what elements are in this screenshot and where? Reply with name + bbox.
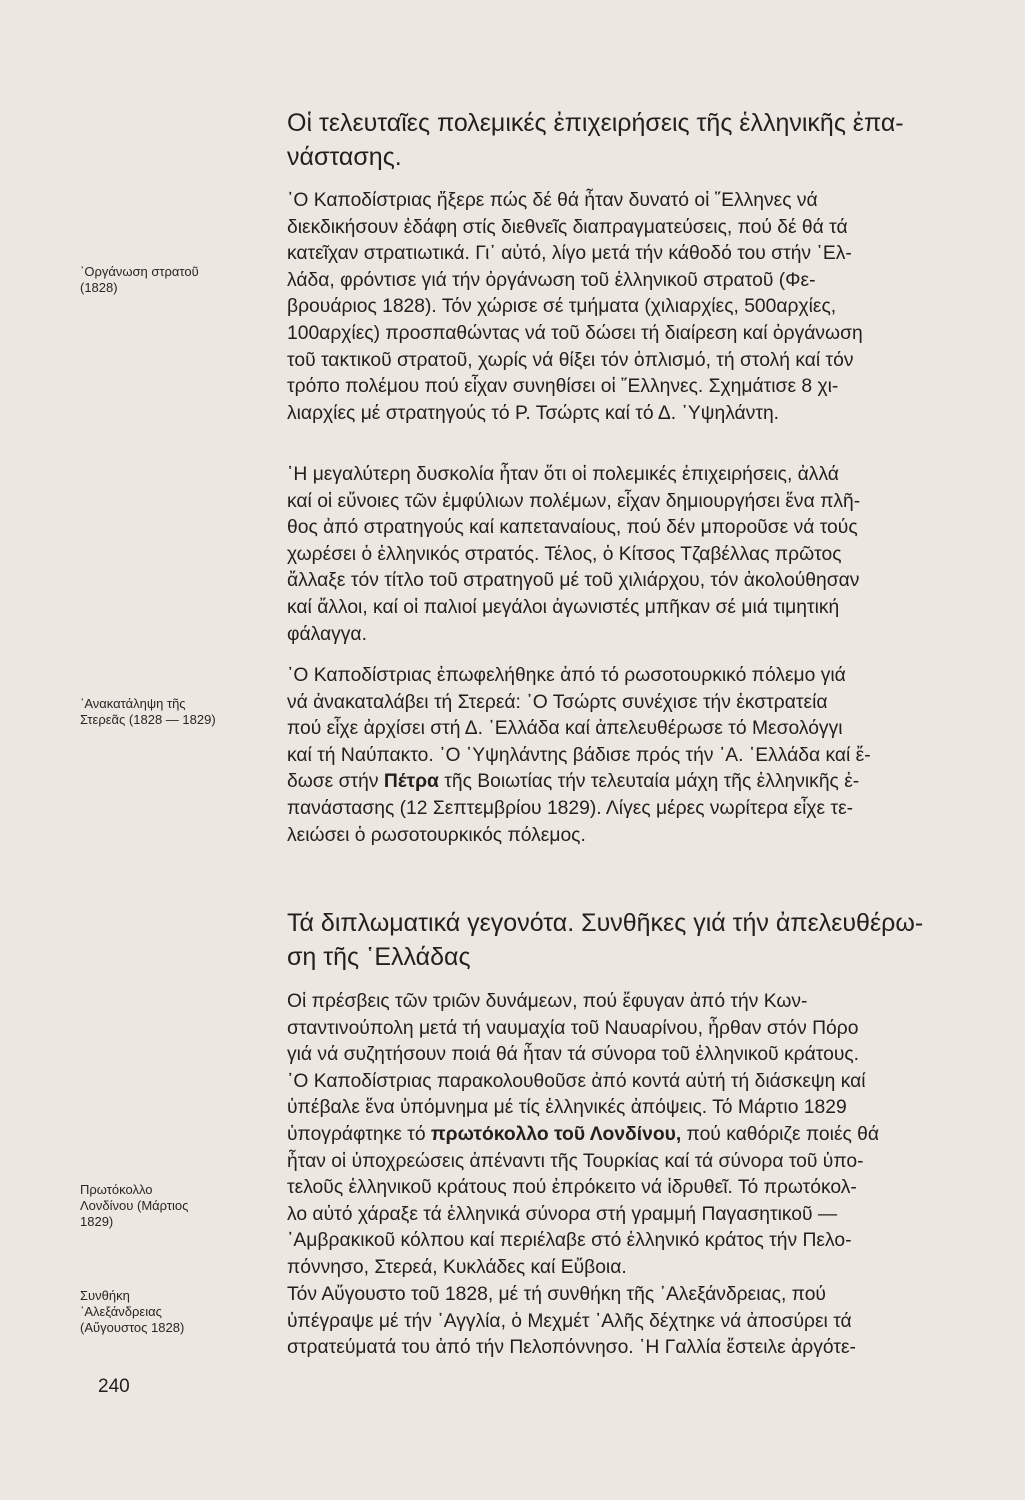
text-line: ᾿Ο Καποδίστριας παρακολουθοῦσε ἀπό κοντά αὐτή τή διάσκεψη καί [287, 1070, 866, 1092]
text-line: λο αὐτό χάραξε τά ἑλληνικά σύνορα στή γραμμή Παγασητικοῦ — [287, 1203, 838, 1225]
margin-note-line: Συνθήκη [80, 1288, 130, 1303]
paragraph [287, 989, 1025, 1282]
text-line: Τόν Αὔγουστο τοῦ 1828, μέ τή συνθήκη τῆς ᾿Αλεξάνδρειας, πού [287, 1284, 826, 1305]
text-line: στρατεύματά του ἀπό τήν Πελοπόννησο. ῾Η Γαλλία ἔστειλε ἀργότε- [287, 1337, 856, 1359]
text-line: ᾿Αμβρακικοῦ κόλπου καί περιέλαβε στό ἑλληνικό κράτος τήν Πελο- [287, 1230, 852, 1252]
margin-note-line: ᾿Αλεξάνδρειας [80, 1304, 162, 1319]
heading-line: Οἱ τελευταῖες πολεμικές ἐπιχειρήσεις τῆς ἑλληνικῆς ἐπα- [287, 109, 904, 137]
paragraph [287, 188, 1025, 427]
heading-line: νάστασης. [287, 143, 402, 171]
text-line: πανάστασης (12 Σεπτεμβρίου 1829). Λίγες μέρες νωρίτερα εἶχε τε- [287, 797, 854, 819]
text-line: τελοῦς ἑλληνικοῦ κράτους πού ἐπρόκειτο νά ἱδρυθεῖ. Τό πρωτόκολ- [287, 1177, 857, 1199]
text-line: ᾿Ο Καποδίστριας ἤξερε πώς δέ θά ἦταν δυνατό οἱ ῞Ελληνες νά [287, 190, 818, 211]
text-line: ἄλλαξε τόν τίτλο τοῦ στρατηγοῦ μέ τοῦ χιλιάρχου, τόν ἀκολούθησαν [287, 570, 860, 592]
text-line: καί τή Ναύπακτο. ᾿Ο ῾Υψηλάντης βάδισε πρός τήν ᾿Α. ῾Ελλάδα καί ἔ- [287, 744, 871, 766]
margin-note-line: (1828) [80, 280, 118, 295]
text-line: καί ἄλλοι, καί οἱ παλιοί μεγάλοι ἀγωνιστές μπῆκαν σέ μιά τιμητική [287, 596, 840, 618]
text-line: Οἱ πρέσβεις τῶν τριῶν δυνάμεων, πού ἔφυγαν ἀπό τήν Κων- [287, 991, 808, 1012]
margin-note-line: Λονδίνου (Μάρτιος [80, 1198, 189, 1213]
text-line: βρουάριος 1828). Τόν χώρισε σέ τμήματα (χιλιαρχίες, 500αρχίες, [287, 296, 837, 318]
paragraph [287, 462, 1025, 648]
text-line: χωρέσει ὁ ἑλληνικός στρατός. Τέλος, ὁ Κίτσος Τζαβέλλας πρῶτος [287, 543, 842, 565]
text-line: ὑπογράφτηκε τό πρωτόκολλο τοῦ Λονδίνου, πού καθόριζε ποιές θά [287, 1123, 880, 1145]
text-line: ὑπέβαλε ἕνα ὑπόμνημα μέ τίς ἑλληνικές ἀπόψεις. Τό Μάρτιο 1829 [287, 1097, 847, 1119]
text-line: τρόπο πολέμου πού εἶχαν συνηθίσει οἱ ῞Ελληνες. Σχημάτισε 8 χι- [287, 376, 839, 398]
margin-note-alexandria-treaty [80, 1288, 184, 1336]
text-line: γιά νά συζητήσουν ποιά θά ἦταν τά σύνορα τοῦ ἑλληνικοῦ κράτους. [287, 1044, 860, 1066]
text-line: λάδα, φρόντισε γιά τήν ὀργάνωση τοῦ ἑλληνικοῦ στρατοῦ (Φε- [287, 269, 816, 291]
text-line: 100αρχίες) προσπαθώντας νά τοῦ δώσει τή διαίρεση καί ὀργάνωση [287, 322, 863, 344]
margin-note-line: ᾿Οργάνωση στρατοῦ [80, 264, 199, 279]
text-line: τοῦ τακτικοῦ στρατοῦ, χωρίς νά θίξει τόν ὁπλισμό, τή στολή καί τόν [287, 349, 854, 371]
text-line: καί οἱ εὔνοιες τῶν ἐμφύλιων πολέμων, εἶχαν δημιουργήσει ἕνα πλῆ- [287, 490, 861, 512]
text-line: φάλαγγα. [287, 623, 367, 645]
margin-note-sterea-recapture [80, 696, 216, 728]
text-line: δωσε στήν Πέτρα τῆς Βοιωτίας τήν τελευταία μάχη τῆς ἑλληνικῆς ἐ- [287, 771, 860, 793]
margin-note-army-organization [80, 264, 199, 296]
text-line: νά ἀνακαταλάβει τή Στερεά: ᾿Ο Τσώρτς συνέχισε τήν ἐκστρατεία [287, 691, 828, 713]
margin-note-line: (Αὔγουστος 1828) [80, 1320, 185, 1335]
text-line: λειώσει ὁ ρωσοτουρκικός πόλεμος. [287, 824, 586, 846]
page-number: 240 [98, 1376, 130, 1397]
margin-note-line: Στερεᾶς (1828 — 1829) [80, 712, 216, 727]
text-line: κατεῖχαν στρατιωτικά. Γι᾿ αὐτό, λίγο μετά τήν κάθοδό του στήν ῾Ελ- [287, 243, 852, 265]
margin-note-line: ᾿Ανακατάληψη τῆς [80, 696, 186, 711]
text-line: σταντινούπολη μετά τή ναυμαχία τοῦ Ναυαρίνου, ἦρθαν στόν Πόρο [287, 1017, 859, 1039]
text-line: πόννησο, Στερεά, Κυκλάδες καί Εὔβοια. [287, 1256, 627, 1278]
text-line: πού εἶχε ἀρχίσει στή Δ. ῾Ελλάδα καί ἀπελευθέρωσε τό Μεσολόγγι [287, 718, 843, 740]
section-heading [287, 106, 1007, 174]
margin-note-london-protocol [80, 1182, 188, 1230]
text-line: ὑπέγραψε μέ τήν ᾿Αγγλία, ὁ Μεχμέτ ᾿Αλῆς δέχτηκε νά ἀποσύρει τά [287, 1310, 852, 1332]
margin-note-line: 1829) [80, 1214, 114, 1229]
margin-note-line: Πρωτόκολλο [80, 1182, 153, 1197]
paragraph [287, 663, 1025, 849]
text-line: θος ἀπό στρατηγούς καί καπεταναίους, πού δέν μποροῦσε νά τούς [287, 517, 858, 539]
text-line: ᾿Ο Καποδίστριας ἐπωφελήθηκε ἀπό τό ρωσοτουρκικό πόλεμο γιά [287, 665, 846, 686]
text-line: ῾Η μεγαλύτερη δυσκολία ἦταν ὅτι οἱ πολεμικές ἐπιχειρήσεις, ἀλλά [287, 464, 839, 485]
text-line: διεκδικήσουν ἐδάφη στίς διεθνεῖς διαπραγματεύσεις, πού δέ θά τά [287, 216, 848, 238]
text-line: λιαρχίες μέ στρατηγούς τό Ρ. Τσώρτς καί τό Δ. ῾Υψηλάντη. [287, 402, 780, 424]
section-heading [287, 906, 1007, 974]
heading-line: ση τῆς ῾Ελλάδας [287, 943, 471, 971]
paragraph [287, 1282, 1025, 1362]
heading-line: Τά διπλωματικά γεγονότα. Συνθῆκες γιά τήν ἀπελευθέρω- [287, 909, 924, 937]
text-line: ἦταν οἱ ὑποχρεώσεις ἀπέναντι τῆς Τουρκίας καί τά σύνορα τοῦ ὑπο- [287, 1150, 864, 1172]
